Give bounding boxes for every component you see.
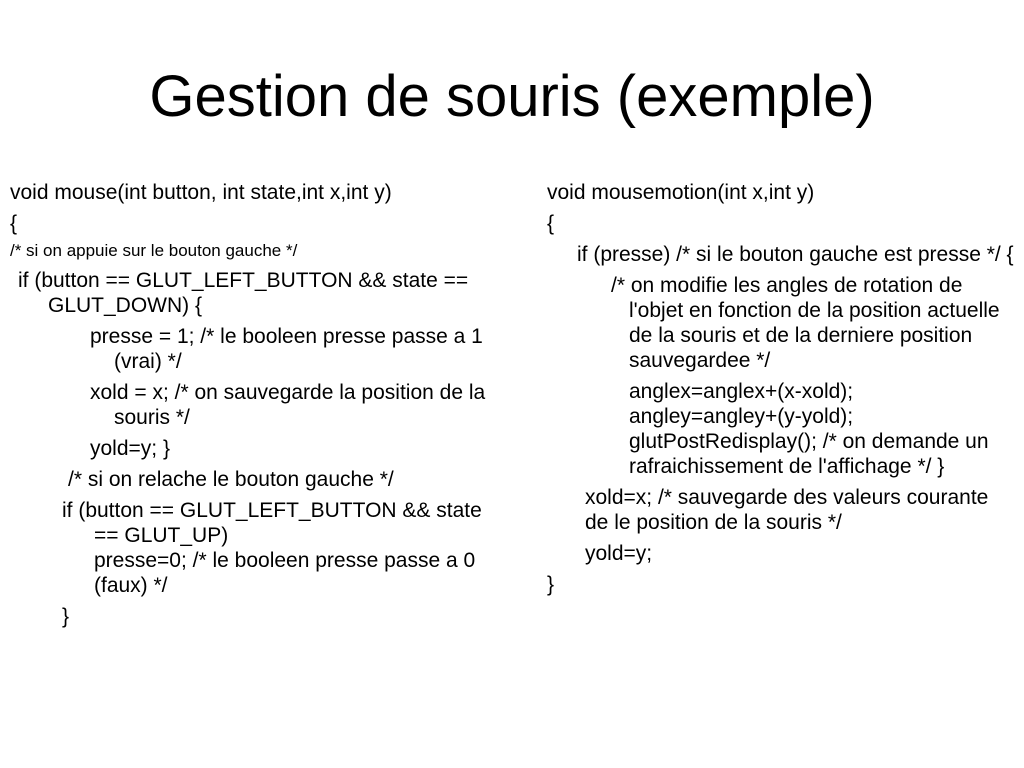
code-line-presse-0: presse=0; /* le booleen presse passe a 0 (faux) */	[94, 549, 476, 597]
code-line-mousemotion-signature: void mousemotion(int x,int y)	[547, 181, 815, 204]
code-line-redisplay: glutPostRedisplay(); /* on demande un rafraichissement de l'affichage */ }	[629, 430, 989, 478]
code-line-xold-save: xold=x; /* sauvegarde des valeurs courante de le position de la souris */	[585, 486, 989, 534]
code-line-yold-save: yold=y;	[585, 542, 653, 565]
code-line-open-brace-right: {	[547, 212, 555, 235]
code-line-anglex: anglex=anglex+(x-xold);	[629, 380, 854, 403]
code-block-angles	[629, 379, 1017, 479]
right-code-column	[547, 180, 1017, 597]
code-comment-press: /* si on appuie sur le bouton gauche */	[10, 241, 298, 260]
code-line-close-brace: }	[62, 605, 70, 628]
code-comment-release: /* si on relache le bouton gauche */	[68, 468, 394, 491]
left-code-column	[10, 180, 500, 629]
code-line-close-brace-right: }	[547, 573, 555, 596]
code-line-open-brace: {	[10, 212, 18, 235]
code-line-angley: angley=angley+(y-yold);	[629, 405, 854, 428]
code-line-if-up: if (button == GLUT_LEFT_BUTTON && state == GLUT_UP)	[62, 499, 482, 547]
slide-title: Gestion de souris (exemple)	[149, 64, 875, 129]
code-line-mouse-signature: void mouse(int button, int state,int x,int y)	[10, 181, 392, 204]
code-line-xold: xold = x; /* on sauvegarde la position de la souris */	[90, 381, 486, 429]
code-line-if-down: if (button == GLUT_LEFT_BUTTON && state == GLUT_DOWN) {	[18, 269, 469, 317]
code-line-presse-1: presse = 1; /* le booleen presse passe a 1 (vrai) */	[90, 325, 483, 373]
code-line-yold: yold=y; }	[90, 437, 170, 460]
code-line-if-presse: if (presse) /* si le bouton gauche est presse */ {	[577, 243, 1014, 266]
code-comment-rotation: /* on modifie les angles de rotation de l'objet en fonction de la position actuelle de la souris et de la derniere position sauvegardee */	[611, 274, 1000, 372]
